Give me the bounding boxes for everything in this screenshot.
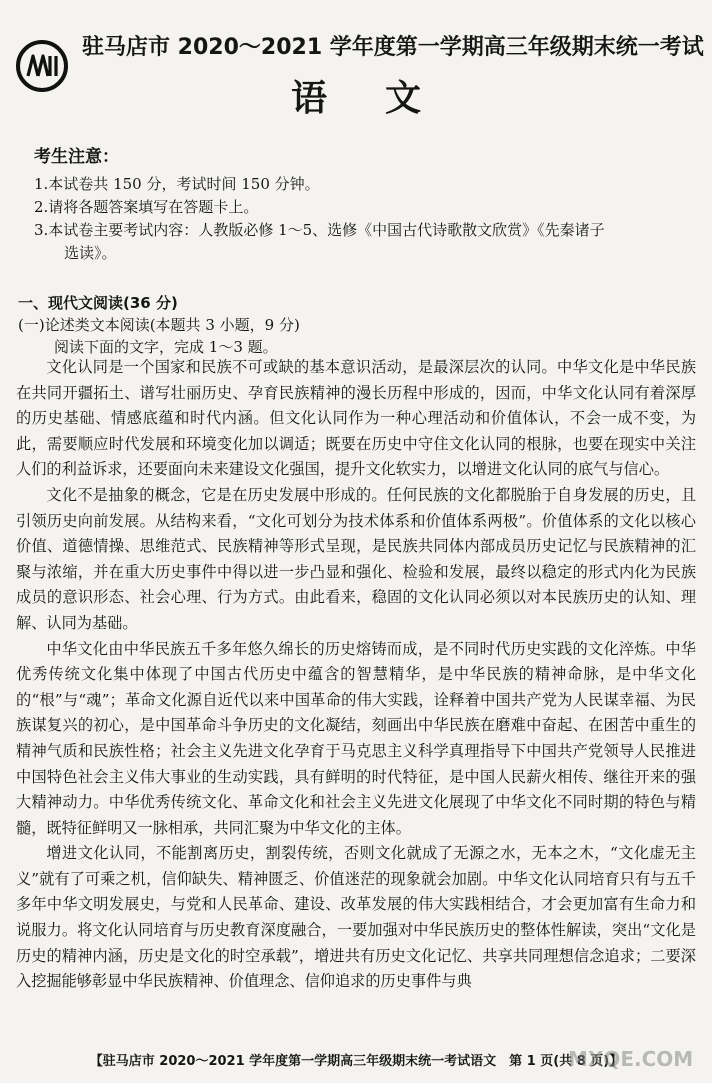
reading-instruction: 阅读下面的文字，完成 1～3 题。 [54, 338, 278, 356]
notice-item: 1.本试卷共 150 分，考试时间 150 分钟。 [34, 175, 320, 193]
reading-passage [16, 355, 696, 995]
candidate-notice [34, 142, 694, 265]
exam-title: 驻马店市 2020～2021 学年度第一学期高三年级期末统一考试 [82, 35, 704, 60]
notice-item: 2.请将各题答案填写在答题卡上。 [34, 198, 259, 216]
notice-item: 3.本试卷主要考试内容：人教版必修 1～5、选修《中国古代诗歌散文欣赏》《先秦诸子 [34, 221, 605, 239]
page-header [0, 0, 712, 120]
notice-item: 选读》。 [64, 244, 117, 262]
subject-title: 语文 [290, 78, 479, 119]
page-footer: 【驻马店市 2020～2021 学年度第一学期高三年级期末统一考试语文 第 1 页(共 8 页)】 [89, 1054, 623, 1069]
passage-paragraph: 文化不是抽象的概念，它是在历史发展中形成的。任何民族的文化都脱胎于自身发展的历史，且引领历史向前发展。从结构来看，“文化可划分为技术体系和价值体系两极”。价值体系的文化以核心价值、道德情操、思维范式、民族精神等形式呈现，是民族共同体内部成员历史记忆与民族精神的汇聚与浓缩，并在重大历史事件中得以进一步凸显和强化、检验和发展，最终以稳定的形式内化为民族成员的意识形态、社会心理、行为方式。由此看来，稳固的文化认同必须以对本民族历史的认知、理解、认同为基础。 [16, 485, 696, 632]
passage-paragraph: 增进文化认同，不能割离历史，割裂传统，否则文化就成了无源之水，无本之木，“文化虚无主义”就有了可乘之机，信仰缺失、精神匮乏、价值迷茫的现象就会加剧。中华文化认同培育只有与五千多年中华文明发展史，与党和人民革命、建设、改革发展的伟大实践相结合，才会更加富有生命力和说服力。将文化认同培育与历史教育深度融合，一要加强对中华民族历史的整体性解读，突出“文化是历史的精神内涵，历史是文化的时空承载”，增进共有历史文化记忆、共享共同理想信念追求；二要深入挖掘能够彰显中华民族精神、价值理念、信仰追求的历史事件与典 [16, 844, 696, 991]
watermark-logo [560, 1010, 710, 1080]
passage-paragraph: 文化认同是一个国家和民族不可或缺的基本意识活动，是最深层次的认同。中华文化是中华民族在共同开疆拓土、谱写壮丽历史、孕育民族精神的漫长历程中形成的，因而，中华文化认同有着深厚的历史基础、情感底蕴和时代内涵。但文化认同作为一种心理活动和价值体认，不会一成不变，为此，需要顺应时代发展和环境变化加以调适；既要在历史中守住文化认同的根脉，也要在现实中关注人们的利益诉求，还要面向未来建设文化强国，提升文化软实力，以增进文化认同的底气与信心。 [16, 358, 696, 479]
subsection-heading: (一)论述类文本阅读(本题共 3 小题，9 分) [18, 316, 300, 334]
notice-title: 考生注意： [34, 147, 119, 167]
watermark-text: MXQE.COM [568, 1047, 694, 1071]
passage-paragraph: 中华文化由中华民族五千多年悠久绵长的历史熔铸而成，是不同时代历史实践的文化淬炼。中华优秀传统文化集中体现了中国古代历史中蕴含的智慧精华，是中华民族的精神命脉，是中华文化的“根”与“魂”；革命文化源自近代以来中国革命的伟大实践，诠释着中国共产党为人民谋幸福、为民族谋复兴的初心，是中国革命斗争历史的文化凝结，刻画出中华民族在磨难中奋起、在困苦中重生的精神气质和民族性格；社会主义先进文化孕育于马克思主义科学真理指导下中国共产党领导人民推进中国特色社会主义伟大事业的生动实践，具有鲜明的时代特征，是中国人民薪火相传、继往开来的强大精神动力。中华优秀传统文化、革命文化和社会主义先进文化展现了中华文化不同时期的特色与精髓，既特征鲜明又一脉相承，共同汇聚为中华文化的主体。 [16, 639, 696, 837]
section-heading: 一、现代文阅读(36 分) [18, 294, 178, 312]
